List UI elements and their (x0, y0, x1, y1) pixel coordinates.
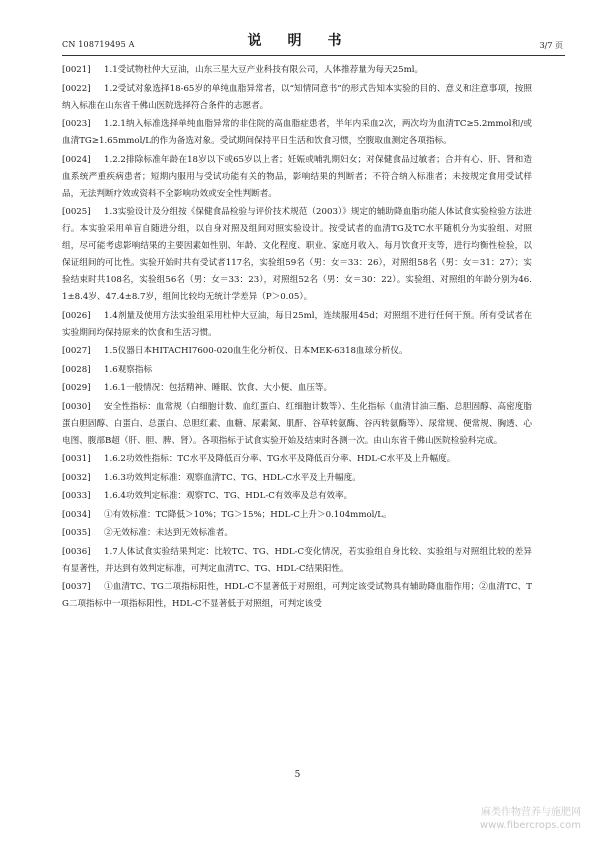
paragraph (62, 116, 532, 150)
paragraph (62, 451, 532, 468)
paragraph-text: 1.6观察指标 (104, 364, 153, 375)
paragraph (62, 399, 532, 450)
document-body (62, 62, 532, 615)
paragraph-text: 1.2.2排除标准年龄在18岁以下或65岁以上者；妊娠或哺乳期妇女；对保健食品过敏者；合并有心、肝、肾和造血系统严重疾病患者；短期内服用与受试功能有关的物品，影响结果的判断者；不符合纳入标准者；未按规定食用受试样品，无法判断疗效或资料不全影响功效或安全性判断者。 (62, 154, 532, 199)
paragraph-number: [0027] (62, 346, 91, 356)
paragraph-number: [0033] (62, 491, 91, 501)
paragraph-number: [0032] (62, 472, 91, 483)
paragraph (62, 362, 532, 379)
paragraph-text: 1.2.1纳入标准选择单纯血脂异常的非住院的高血脂症患者，半年内采血2次，两次均为血清TC≥5.2mmol和/或血清TG≥1.65mmol/L的作为备选对象。受试期间保持平日生活和饮食习惯，空腹取血测定各项指标。 (62, 119, 532, 146)
paragraph-text: 1.7人体试食实验结果判定：比较TC、TG、HDL-C变化情况，若实验组自身比较、实验组与对照组比较的差异有显著性，并达到有效判定标准，可判定血清TC、TG、HDL-C结果阳性。 (62, 546, 532, 574)
paragraph-number: [0036] (62, 546, 91, 557)
paragraph (62, 62, 532, 79)
paragraph (62, 507, 532, 524)
watermark-name: 麻类作物营养与施肥网 (481, 807, 581, 818)
document-title: 说 明 书 (247, 33, 348, 49)
paragraph-text: 1.6.4功效判定标准：观察TC、TG、HDL-C有效率及总有效率。 (104, 491, 353, 501)
paragraph-text: 1.6.3功效判定标准：观察血清TC、TG、HDL-C水平及上升幅度。 (104, 472, 361, 483)
paragraph-text: 1.6.2功效性指标：TC水平及降低百分率、TG水平及降低百分率、HDL-C水平及上升幅度。 (104, 454, 456, 464)
paragraph-number: [0029] (62, 383, 91, 393)
paragraph (62, 81, 532, 115)
watermark-url: www.fibercrops.com (479, 820, 581, 831)
paragraph-number: [0022] (62, 83, 91, 94)
paragraph-number: [0026] (62, 310, 91, 321)
paragraph (62, 488, 532, 505)
paragraph (62, 525, 532, 542)
paragraph-text: 1.2受试对象选择18-65岁的单纯血脂异常者，以“知情同意书”的形式告知本实验的目的、意义和注意事项，按照纳入标准在山东省千佛山医院选择符合条件的志愿者。 (62, 83, 532, 111)
paragraph-number: [0031] (62, 454, 91, 464)
paragraph-text: 1.4剂量及使用方法实验组采用杜仲大豆油，每日25ml，连续服用45d；对照组不进行任何干预。所有受试者在实验期间均保持原来的饮食和生活习惯。 (62, 310, 532, 338)
paragraph-number: [0030] (62, 401, 91, 412)
paragraph-text: ①血清TC、TG二项指标阳性，HDL-C不显著低于对照组，可判定该受试物具有辅助降血脂作用；②血清TC、TG二项指标中一项指标阳性，HDL-C不显著低于对照组，可判定该受 (62, 582, 532, 609)
paragraph (62, 204, 532, 306)
paragraph-text: 1.5仪器日本HITACHI7600-020血生化分析仪、日本MEK-6318血球分析仪。 (104, 346, 408, 356)
patent-number: CN 108719495 A (62, 40, 135, 49)
paragraph-number: [0025] (62, 207, 91, 217)
page-header (0, 30, 595, 56)
paragraph (62, 308, 532, 342)
paragraph (62, 544, 532, 578)
paragraph (62, 470, 532, 487)
paragraph-number: [0023] (62, 119, 91, 129)
paragraph-number: [0028] (62, 364, 91, 375)
paragraph-text: 1.6.1一般情况：包括精神、睡眠、饮食、大小便、血压等。 (104, 383, 333, 393)
header-divider (62, 55, 565, 56)
paragraph (62, 152, 532, 203)
paragraph-number: [0034] (62, 509, 91, 520)
paragraph-text: 安全性指标：血常规（白细胞计数、血红蛋白、红细胞计数等）、生化指标（血清甘油三酯、总胆固醇、高密度脂蛋白胆固醇、白蛋白、总蛋白、总胆红素、血糖、尿素氮、肌酐、谷草转氨酶、谷丙转氨酶等）、尿常规、便常规、胸透、心电图、腹部B超（肝、胆、脾、肾）。各项指标于试食实验开始及结束时各测一次。由山东省千佛山医院检验科完成。 (62, 401, 532, 446)
paragraph-number: [0035] (62, 528, 91, 538)
paragraph-text: ②无效标准：未达到无效标准者。 (104, 528, 233, 538)
paragraph (62, 380, 532, 397)
paragraph-number: [0037] (62, 582, 91, 592)
paragraph-number: [0021] (62, 65, 91, 75)
paragraph-number: [0024] (62, 154, 91, 165)
page-info: 3/7 页 (539, 41, 563, 50)
paragraph (62, 579, 532, 613)
page-number: 5 (294, 770, 301, 780)
paragraph-text: 1.3实验设计及分组按《保健食品检验与评价技术规范（2003）》规定的辅助降血脂功能人体试食实验检验方法进行。本实验采用单盲自随进分组，以自身对照及组间对照实验设计。按受试者的血清TG及TC水平随机分为实验组、对照组，尽可能考虑影响结果的主要因素如性别、年龄、文化程度、职业、家庭月收入、每月饮食开支等，进行均衡性检验，以保证组间的可比性。实验开始时共有受试者117名，实验组59名（男：女＝33：26），对照组58名（男：女＝31：27）；实验结束时共108名，实验组56名（男：女＝33：23），对照组52名（男：女＝30：22）。实验组、对照组的年龄分别为46.1±8.4岁、47.4±8.7岁，组间比较均无统计学差异（P＞0.05）。 (62, 207, 532, 302)
paragraph-text: 1.1受试物杜仲大豆油，山东三星大豆产业科技有限公司，人体推荐量为每天25ml。 (104, 65, 424, 75)
site-watermark (480, 806, 581, 832)
paragraph (62, 343, 532, 360)
paragraph-text: ①有效标准：TC降低＞10%；TG＞15%；HDL-C上升＞0.104mmol/L。 (104, 509, 392, 520)
